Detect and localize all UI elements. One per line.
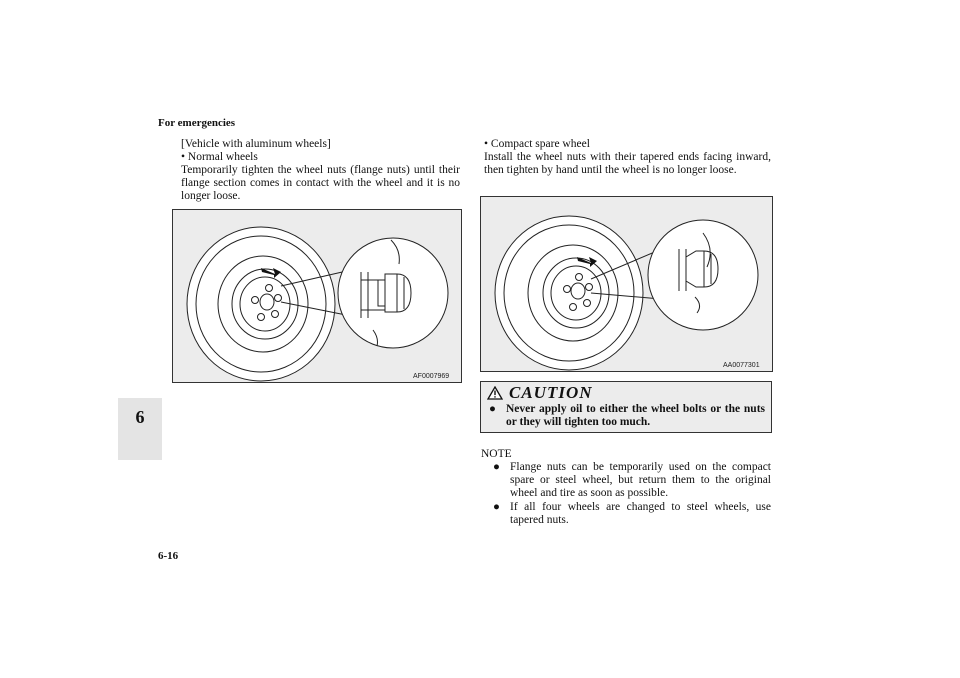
warning-triangle-icon <box>487 386 503 400</box>
caution-bullet: ● <box>489 403 496 415</box>
compact-spare-subheading: • Compact spare wheel <box>484 138 590 150</box>
caution-text: Never apply oil to either the wheel bolts or the nuts or they will tighten too much. <box>506 403 765 429</box>
note-bullet: ● <box>493 500 500 513</box>
figure-code-right: AA0077301 <box>723 362 760 369</box>
page-number: 6-16 <box>158 550 179 562</box>
chapter-number: 6 <box>135 407 145 427</box>
section-header: For emergencies <box>158 117 236 129</box>
caution-title: CAUTION <box>509 383 593 402</box>
caution-item <box>489 403 765 429</box>
figure-code-left: AF0007969 <box>413 373 450 380</box>
note-list <box>493 461 771 527</box>
caution-box <box>480 381 772 433</box>
normal-wheels-subheading: • Normal wheels <box>181 151 258 163</box>
aluminum-wheels-heading: [Vehicle with aluminum wheels] <box>181 138 331 150</box>
wheel-flange-nut-illustration <box>173 210 461 382</box>
normal-wheels-instruction: Temporarily tighten the wheel nuts (flange nuts) until their flange section comes in contact with the wheel and it is no longer loose. <box>181 164 460 203</box>
compact-spare-instruction: Install the wheel nuts with their tapered ends facing inward, then tighten by hand until the wheel is no longer loose. <box>484 151 771 177</box>
note-title: NOTE <box>481 448 512 460</box>
note-item <box>493 501 771 527</box>
note-bullet: ● <box>493 461 500 473</box>
wheel-tapered-nut-illustration <box>481 197 772 371</box>
normal-wheel-figure <box>172 209 462 383</box>
note-item <box>493 461 771 501</box>
note-item-text: If all four wheels are changed to steel wheels, use tapered nuts. <box>510 500 771 526</box>
note-item-text: Flange nuts can be temporarily used on the compact spare or steel wheel, but return them to the original wheel and tire as soon as possible. <box>510 461 771 500</box>
compact-spare-figure <box>480 196 773 372</box>
